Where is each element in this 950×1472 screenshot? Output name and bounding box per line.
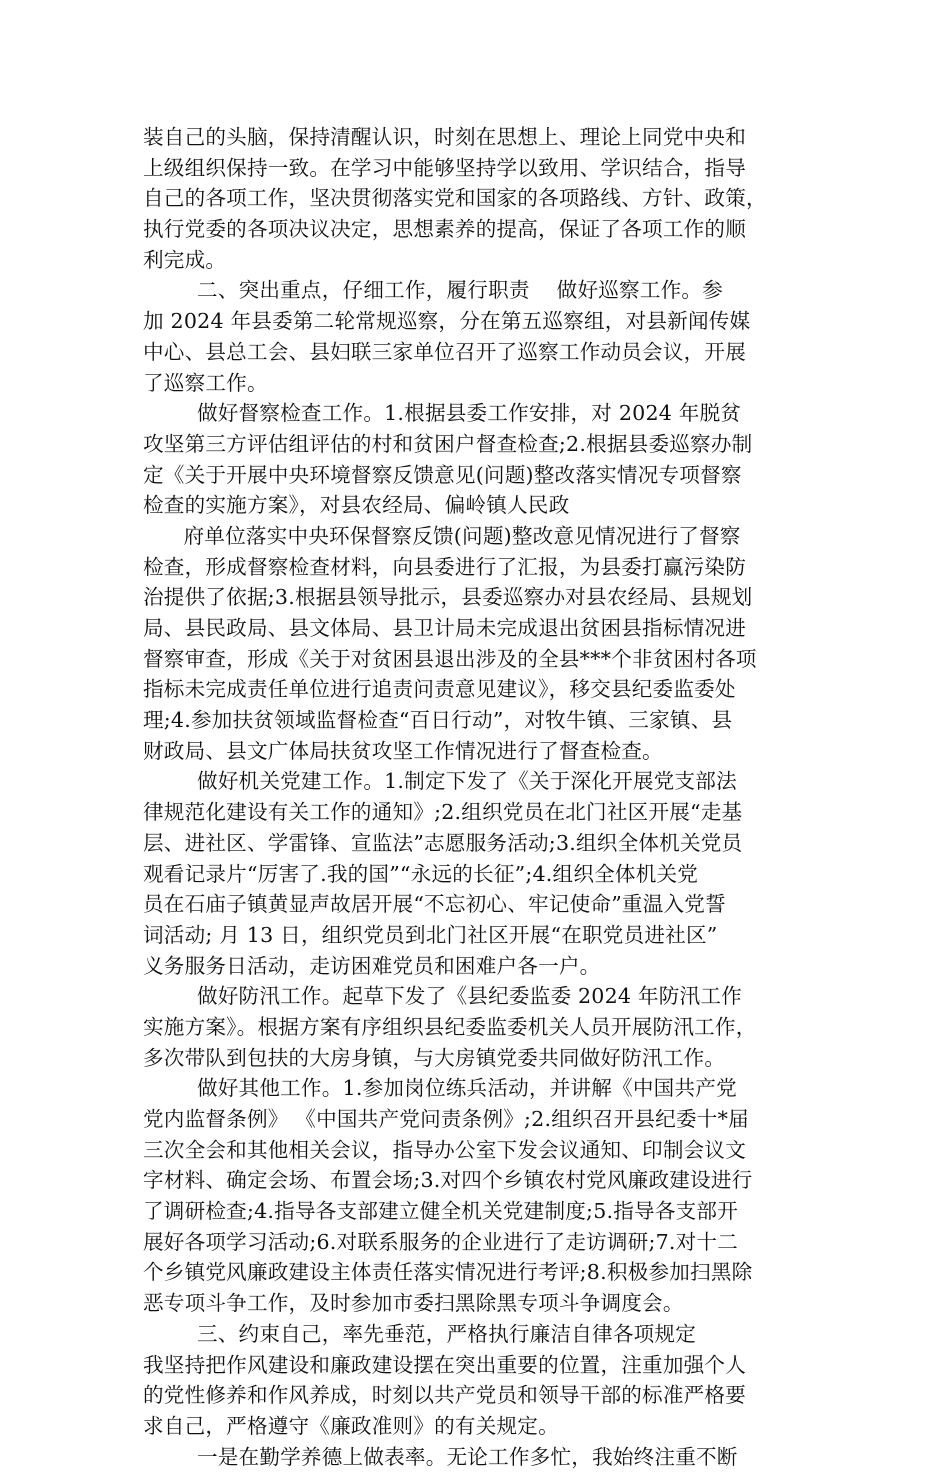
text-line: 局、县民政局、县文体局、县卫计局未完成退出贫困县指标情况进 <box>143 616 747 640</box>
paragraph-start: 做好机关党建工作。1.制定下发了《关于深化开展党支部法 <box>143 769 737 794</box>
text-line: 恶专项斗争工作，及时参加市委扫黑除黑专项斗争调度会。 <box>143 1291 684 1316</box>
text-line: 加 2024 年县委第二轮常规巡察，分在第五巡察组，对县新闻传媒 <box>143 309 751 334</box>
text-line: 定《关于开展中央环境督察反馈意见(问题)整改落实情况专项督察 <box>143 462 742 487</box>
text-line: 上级组织保持一致。在学习中能够坚持学以致用、学识结合，指导 <box>143 155 747 180</box>
text-line: 检查，形成督察检查材料，向县委进行了汇报，为县委打赢污染防 <box>143 554 747 579</box>
text-line: 实施方案》。根据方案有序组织县纪委监委机关人员开展防汛工作， <box>143 1014 757 1039</box>
text-line: 三次全会和其他相关会议，指导办公室下发会议通知、印制会议文 <box>143 1137 747 1162</box>
section-heading-3: 三、约束自己，率先垂范，严格执行廉洁自律各项规定 <box>143 1321 697 1346</box>
text-line: 展好各项学习活动;6.对联系服务的企业进行了走访调研;7.对十二 <box>143 1229 739 1254</box>
text-line: 装自己的头脑，保持清醒认识，时刻在思想上、理论上同党中央和 <box>143 125 747 149</box>
text-line: 义务服务日活动，走访困难党员和困难户各一户。 <box>143 953 601 978</box>
text-line: 字材料、确定会场、布置会场;3.对四个乡镇农村党风廉政建设进行 <box>143 1168 753 1193</box>
text-line: 利完成。 <box>143 247 227 272</box>
text-line: 治提供了依据;3.根据县领导批示，县委巡察办对县农经局、县规划 <box>143 585 753 610</box>
text-line: 个乡镇党风廉政建设主体责任落实情况进行考评;8.积极参加扫黑除 <box>143 1260 753 1285</box>
section-heading-2: 二、突出重点，仔细工作，履行职责 做好巡察工作。参 <box>143 278 724 303</box>
text-line: 财政局、县文广体局扶贫攻坚工作情况进行了督查检查。 <box>143 738 663 763</box>
text-line: 的党性修养和作风养成，时刻以共产党员和领导干部的标准严格要 <box>143 1383 747 1408</box>
text-line: 多次带队到包扶的大房身镇，与大房镇党委共同做好防汛工作。 <box>143 1045 726 1070</box>
text-line: 理;4.参加扶贫领域监督检查“百日行动”，对牧牛镇、三家镇、县 <box>143 708 733 733</box>
text-line: 攻坚第三方评估组评估的村和贫困户督查检查;2.根据县委巡察办制 <box>143 431 753 456</box>
text-line: 观看记录片“厉害了.我的国”“永远的长征”;4.组织全体机关党 <box>143 861 699 886</box>
text-line: 督察审查，形成《关于对贫困县退出涉及的全县***个非贫困村各项 <box>143 646 757 671</box>
text-line: 府单位落实中央环保督察反馈(问题)整改意见情况进行了督察 <box>143 523 741 548</box>
paragraph-start: 一是在勤学养德上做表率。无论工作多忙，我始终注重不断 <box>143 1444 738 1469</box>
text-line: 中心、县总工会、县妇联三家单位召开了巡察工作动员会议，开展 <box>143 339 747 364</box>
text-line: 层、进社区、学雷锋、宣监法”志愿服务活动;3.组织全体机关党员 <box>143 830 743 855</box>
text-line: 自己的各项工作，坚决贯彻落实党和国家的各项路线、方针、政策， <box>143 186 767 211</box>
text-line: 词活动; 月 13 日，组织党员到北门社区开展“在职党员进社区” <box>143 922 718 947</box>
text-line: 执行党委的各项决议决定，思想素养的提高，保证了各项工作的顺 <box>143 217 747 242</box>
text-line: 了巡察工作。 <box>143 370 268 395</box>
document-body <box>143 122 808 1472</box>
text-line: 检查的实施方案》，对县农经局、偏岭镇人民政 <box>143 493 570 518</box>
text-line: 党内监督条例》 《中国共产党问责条例》;2.组织召开县纪委十*届 <box>143 1107 749 1131</box>
text-line: 律规范化建设有关工作的通知》;2.组织党员在北门社区开展“走基 <box>143 800 743 825</box>
text-line: 指标未完成责任单位进行追责问责意见建议》，移交县纪委监委处 <box>143 677 736 702</box>
paragraph-start: 做好其他工作。1.参加岗位练兵活动，并讲解《中国共产党 <box>143 1076 737 1101</box>
text-line: 求自己，严格遵守《廉政准则》的有关规定。 <box>143 1413 559 1438</box>
paragraph-start: 做好督察检查工作。1.根据县委工作安排，对 2024 年脱贫 <box>143 401 742 426</box>
text-line: 我坚持把作风建设和廉政建设摆在突出重要的位置，注重加强个人 <box>143 1352 747 1377</box>
text-line: 员在石庙子镇黄显声故居开展“不忘初心、牢记使命”重温入党誓 <box>143 892 726 917</box>
paragraph-start: 做好防汛工作。起草下发了《县纪委监委 2024 年防汛工作 <box>143 984 742 1009</box>
text-line: 了调研检查;4.指导各支部建立健全机关党建制度;5.指导各支部开 <box>143 1199 739 1224</box>
